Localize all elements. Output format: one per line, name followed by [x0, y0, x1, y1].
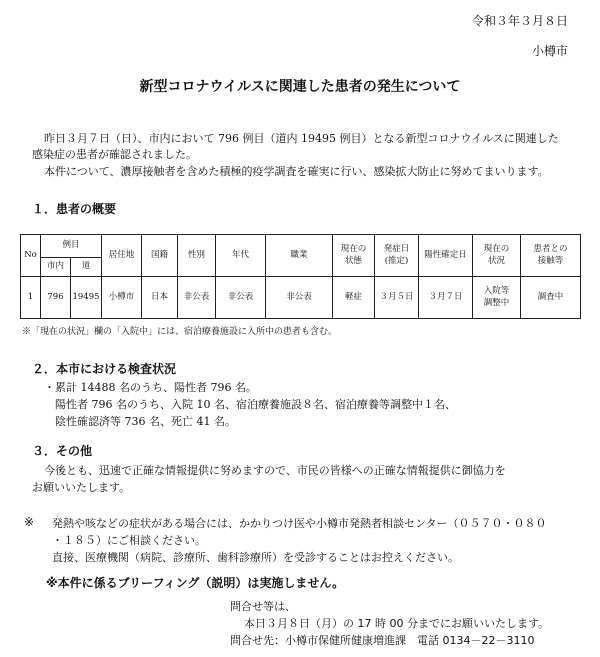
- cell-age: 非公表: [216, 277, 266, 319]
- header-case-pref: 道: [71, 258, 102, 277]
- cell-nationality: 日本: [142, 277, 178, 319]
- header-contact-line-1: 患者との: [533, 244, 568, 255]
- testing-line-1: ・累計 14488 名のうち、陽性者 796 名。: [44, 381, 257, 394]
- advice-line-1: 発熱や咳などの症状がある場合には、かかりつけ医や小樽市発熱者相談センター（０５７０・０８０: [52, 517, 547, 530]
- header-status-line-2: 状況: [488, 255, 506, 266]
- cell-no: 1: [21, 277, 41, 319]
- advice-mark: ※: [24, 515, 35, 529]
- cell-status-line-2: 調整中: [483, 297, 510, 308]
- testing-line-3: 陰性確認済等 736 名、死亡 41 名。: [55, 415, 236, 428]
- section-2-heading: ２．本市における検査状況: [32, 362, 177, 376]
- section-3-heading: ３．その他: [32, 444, 93, 458]
- cell-contact: 調査中: [521, 277, 581, 319]
- document-date: 令和３年３月８日: [471, 14, 568, 28]
- header-occupation: 職業: [266, 235, 333, 277]
- cell-status-line-1: 入院等: [483, 286, 510, 297]
- contact-line-2: 本日３月８日（月）の 17 時 00 分までにお願いいたします。: [244, 617, 550, 630]
- contact-line-1: 問合せ等は、: [230, 600, 296, 613]
- cell-occupation: 非公表: [266, 277, 333, 319]
- header-condition: [333, 235, 375, 277]
- header-condition-line-2: 状態: [345, 255, 363, 266]
- section-1-heading: １．患者の概要: [32, 202, 117, 216]
- header-status: [473, 235, 521, 277]
- testing-line-2: 陽性者 796 名のうち、入院 10 名、宿泊療養施設８名、宿泊療養等調整中１名、: [55, 398, 456, 411]
- cell-case-city: 796: [41, 277, 71, 319]
- header-contact: [521, 235, 581, 277]
- intro-line-2: 感染症の患者が確認されました。: [32, 148, 197, 161]
- header-sex: 性別: [178, 235, 216, 277]
- cell-case-pref: 19495: [71, 277, 102, 319]
- header-onset-line-2: (推定): [384, 255, 409, 266]
- contact-line-3: 問合せ先：小樽市保健所健康増進課 電話 0134－22－3110: [230, 634, 535, 647]
- intro-line-3: 本件について、濃厚接触者を含めた積極的疫学調査を確実に行い、感染拡大防止に努めてまいります。: [44, 165, 549, 178]
- cell-sex: 非公表: [178, 277, 216, 319]
- cell-positive-date: ３月７日: [419, 277, 473, 319]
- other-line-1: 今後とも、迅速で正確な情報提供に努めますので、市民の皆様への正確な情報提供に御協力を: [44, 464, 506, 477]
- cell-status: [473, 277, 521, 319]
- table-footnote: ※「現在の状況」欄の「入院中」には、宿泊療養施設に入所中の患者も含む。: [22, 327, 338, 337]
- header-case: 例目: [41, 235, 102, 258]
- header-contact-line-2: 接触等: [537, 255, 564, 266]
- header-age: 年代: [216, 235, 266, 277]
- header-condition-line-1: 現在の: [340, 244, 367, 255]
- header-onset: [375, 235, 419, 277]
- table-row: [21, 277, 581, 319]
- header-no: No: [21, 235, 41, 277]
- cell-onset: ３月５日: [375, 277, 419, 319]
- intro-line-1: 昨日３月７日（日）、市内において 796 例目（道内 19495 例目）となる新型コロナウイルスに関連した: [44, 132, 559, 145]
- briefing-notice: ※本件に係るブリーフィング（説明）は実施しません。: [46, 576, 345, 590]
- other-line-2: お願いいたします。: [32, 481, 131, 494]
- issuing-organization: 小樽市: [531, 44, 568, 58]
- cell-condition: 軽症: [333, 277, 375, 319]
- advice-line-3: 直接、医療機関（病院、診療所、歯科診療所）を受診することはお控えください。: [52, 551, 459, 564]
- advice-line-2: ・１８５）にご相談ください。: [52, 534, 206, 547]
- header-positive-date: 陽性確定日: [419, 235, 473, 277]
- header-nationality: 国籍: [142, 235, 178, 277]
- header-case-city: 市内: [41, 258, 71, 277]
- document-title: 新型コロナウイルスに関連した患者の発生について: [139, 79, 461, 95]
- header-residence: 居住地: [102, 235, 142, 277]
- header-status-line-1: 現在の: [483, 244, 510, 255]
- header-onset-line-1: 発症日: [383, 244, 410, 255]
- cell-residence: 小樽市: [102, 277, 142, 319]
- patient-summary-table: [20, 234, 581, 319]
